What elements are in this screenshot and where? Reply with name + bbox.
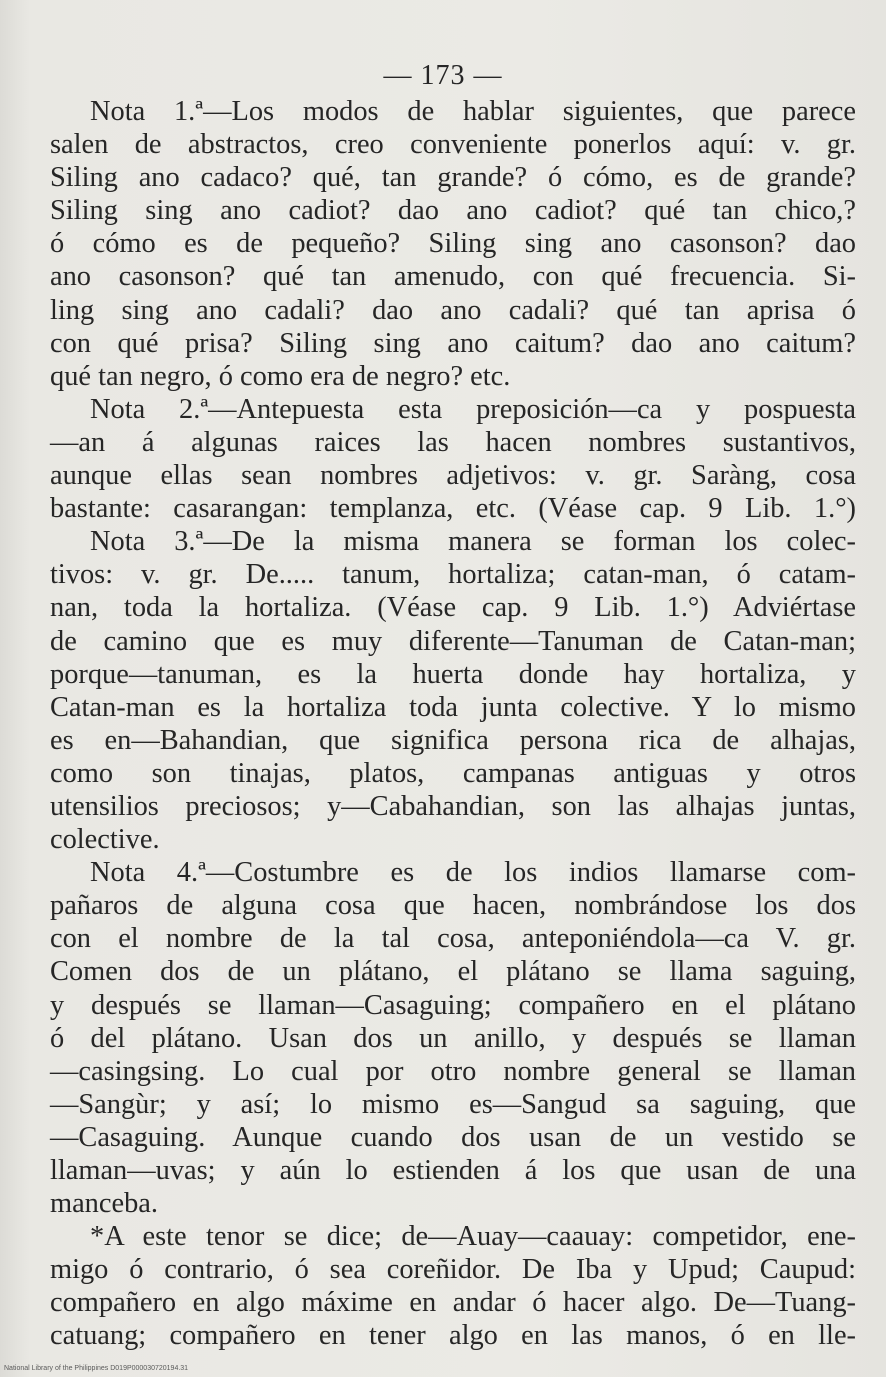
text-line: llaman—uvas; y aún lo estienden á los que usan de una <box>50 1155 856 1186</box>
text-line: Nota 3.ª—De la misma manera se forman los colec- <box>90 526 856 558</box>
text-line: Nota 4.ª—Costumbre es de los indios llamarse com- <box>90 857 856 889</box>
text-line: compañero en algo máxime en andar ó hacer algo. De—Tuang- <box>50 1287 856 1319</box>
text-line: manceba. <box>50 1188 158 1220</box>
text-line: con el nombre de la tal cosa, anteponiéndola—ca V. gr. <box>50 923 856 955</box>
text-line: —casingsing. Lo cual por otro nombre general se llaman <box>50 1055 856 1087</box>
text-line: porque—tanuman, es la huerta donde hay hortaliza, y <box>50 658 856 690</box>
text-line: Siling ano cadaco? qué, tan grande? ó cómo, es de grande? <box>50 162 856 194</box>
page-number: — 173 — <box>383 60 503 91</box>
text-line: bastante: casarangan: templanza, etc. (Véase cap. 9 Lib. 1.°) <box>50 493 856 525</box>
text-line: ó cómo es de pequeño? Siling sing ano casonson? dao <box>50 228 856 260</box>
text-line: ling sing ano cadali? dao ano cadali? qué tan aprisa ó <box>50 294 856 326</box>
library-stamp: National Library of the Philippines D019P000030720194.31 <box>4 1365 189 1372</box>
text-line: como son tinajas, platos, campanas antiguas y otros <box>50 757 856 789</box>
text-line: con qué prisa? Siling sing ano caitum? dao ano caitum? <box>50 327 856 359</box>
text-line: —Casaguing. Aunque cuando dos usan de un vestido se <box>50 1121 856 1153</box>
text-line: tivos: v. gr. De..... tanum, hortaliza; catan-man, ó catam- <box>50 559 856 591</box>
text-line: —Sangùr; y así; lo mismo es—Sangud sa saguing, que <box>50 1088 856 1120</box>
text-line: ano casonson? qué tan amenudo, con qué frecuencia. Si- <box>50 261 856 293</box>
text-line: salen de abstractos, creo conveniente ponerlos aquí: v. gr. <box>50 129 856 161</box>
text-line: y después se llaman—Casaguing; compañero en el plátano <box>50 989 856 1021</box>
text-line: *A este tenor se dice; de—Auay—caauay: competidor, ene- <box>90 1221 856 1253</box>
text-line: Nota 1.ª—Los modos de hablar siguientes, que parece <box>90 96 856 127</box>
text-line: qué tan negro, ó como era de negro? etc. <box>50 360 511 392</box>
body-text <box>50 95 856 1353</box>
text-line: Comen dos de un plátano, el plátano se llama saguing, <box>50 956 856 988</box>
text-line: Siling sing ano cadiot? dao ano cadiot? qué tan chico,? <box>50 195 856 227</box>
text-line: utensilios preciosos; y—Cabahandian, son las alhajas juntas, <box>50 790 856 822</box>
text-line: Catan-man es la hortaliza toda junta colective. Y lo mismo <box>50 691 856 723</box>
text-line: Nota 2.ª—Antepuesta esta preposición—ca y pospuesta <box>90 393 856 425</box>
text-line: colective. <box>50 824 160 856</box>
text-line: catuang; compañero en tener algo en las manos, ó en lle- <box>50 1320 856 1352</box>
text-line: —an á algunas raices las hacen nombres sustantivos, <box>50 426 856 458</box>
text-line: ó del plátano. Usan dos un anillo, y después se llaman <box>50 1022 856 1054</box>
text-line: es en—Bahandian, que significa persona rica de alhajas, <box>50 724 856 756</box>
text-line: pañaros de alguna cosa que hacen, nombrándose los dos <box>50 890 856 922</box>
text-line: migo ó contrario, ó sea coreñidor. De Iba y Upud; Caupud: <box>50 1254 856 1286</box>
text-line: aunque ellas sean nombres adjetivos: v. gr. Saràng, cosa <box>50 460 856 492</box>
text-line: nan, toda la hortaliza. (Véase cap. 9 Lib. 1.°) Adviértase <box>50 592 856 624</box>
text-line: de camino que es muy diferente—Tanuman de Catan-man; <box>50 625 856 657</box>
